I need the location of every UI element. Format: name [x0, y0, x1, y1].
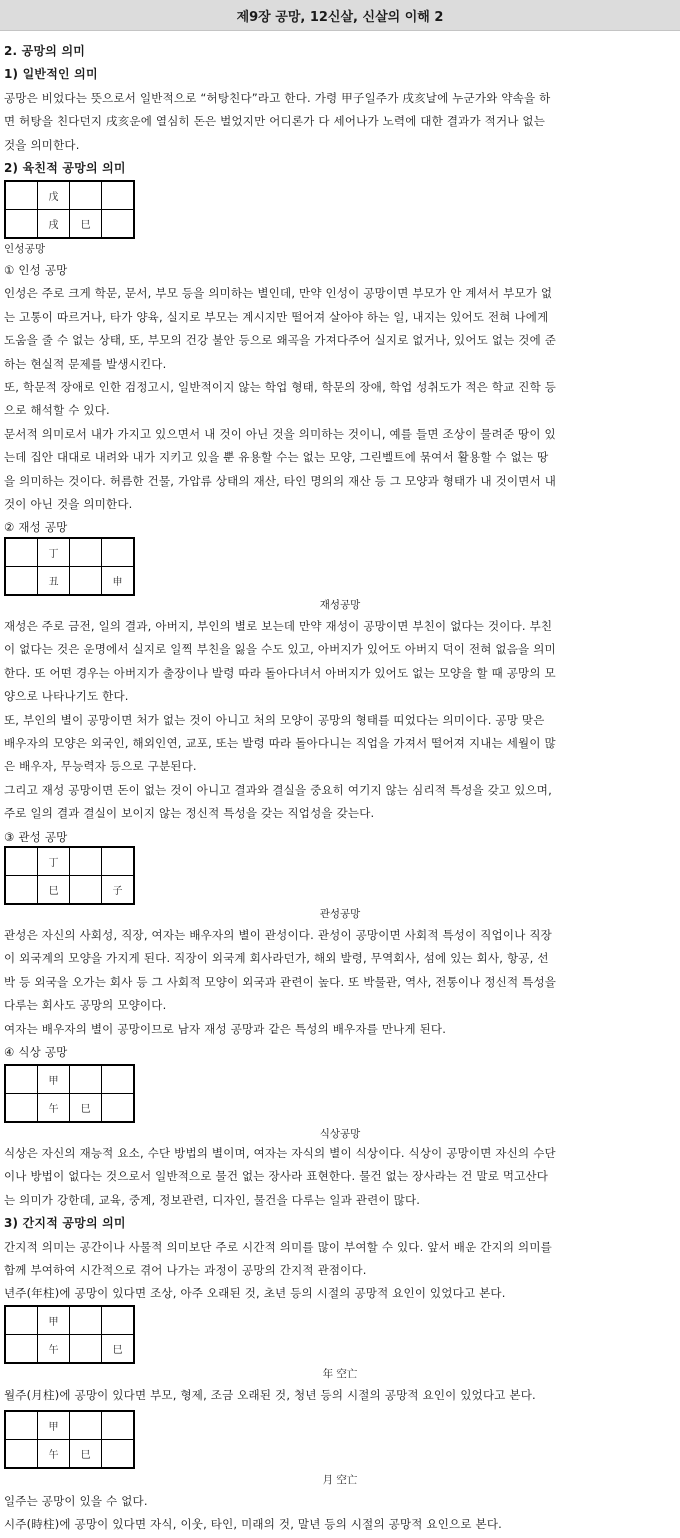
paragraph-line: 을 의미하는 것이다. 허름한 건물, 가압류 상태의 재산, 타인 명의의 재산 등 그 모양과 형태가 내 것이면서 내	[4, 473, 557, 488]
grid-caption: 月 空亡	[322, 1474, 358, 1486]
paragraph-line: 또, 학문적 장애로 인한 검정고시, 일반적이지 않는 학업 형태, 학문의 장애, 학업 성취도가 적은 학교 진학 등	[4, 380, 557, 395]
grid-cell	[102, 847, 135, 876]
grid-cell: 巳	[70, 210, 102, 239]
paragraph-line: 면 허탕을 친다던지 戌亥운에 열심히 돈은 벌었지만 어디론가 다 세어나가 노력에 대한 결과가 적거나 없는	[4, 114, 546, 129]
paragraph-line: 배우자의 모양은 외국인, 해외인연, 교포, 또는 발령 따라 돌아다니는 직업을 가져서 떨어져 지내는 세월이 많	[4, 736, 556, 751]
paragraph-line: 이 외국계의 모양을 가지게 된다. 직장이 외국계 회사라던가, 해외 발령, 무역회사, 섬에 있는 회사, 항공, 선	[4, 951, 549, 966]
section-jaeseong	[4, 615, 678, 849]
grid-cell	[5, 876, 38, 905]
grid-cell	[70, 1065, 102, 1094]
grid-cell: 午	[38, 1440, 70, 1469]
grid-caption: 인성공망	[4, 243, 46, 255]
grid-cell	[102, 181, 135, 210]
grid-cell	[70, 1411, 102, 1440]
paragraph-line: 간지적 의미는 공간이나 사물적 의미보단 주로 시간적 의미를 많이 부여할 수 있다. 앞서 배운 간지의 의미를	[4, 1239, 552, 1254]
grid-cell: 戌	[38, 210, 70, 239]
subsection-heading: 3) 간지적 공망의 의미	[4, 1216, 126, 1231]
paragraph-line: 양으로 나타나기도 한다.	[4, 689, 129, 704]
section-heading: 2. 공망의 의미	[4, 44, 86, 58]
paragraph-line: 은 배우자, 무능력자 등으로 구분된다.	[4, 759, 197, 774]
paragraph-line: 이나 방법이 없다는 것으로서 일반적으로 물건 없는 장사라 표현한다. 물건 없는 장사라는 건 말로 먹고산다	[4, 1169, 549, 1184]
grid-cell	[102, 1306, 135, 1335]
paragraph-line: 또, 부인의 별이 공망이면 처가 없는 것이 아니고 처의 모양이 공망의 형태를 띠었다는 의미이다. 공망 맞은	[4, 712, 545, 727]
grid-cell	[5, 181, 38, 210]
paragraph-line: 식상은 자신의 재능적 요소, 수단 방법의 별이며, 여자는 자식의 별이 식상이다. 식상이 공망이면 자신의 수단	[4, 1146, 556, 1160]
paragraph-line: 이 없다는 것은 운명에서 실지로 일찍 부친을 잃을 수도 있고, 아버지가 있어도 아버지 덕이 전혀 없음을 의미	[4, 642, 556, 657]
grid-cell: 午	[38, 1094, 70, 1123]
grid-cell	[5, 1094, 38, 1123]
grid-cell	[102, 1065, 135, 1094]
paragraph-line: 것을 의미한다.	[4, 137, 80, 152]
grid-caption: 年 空亡	[322, 1368, 358, 1380]
grid-cell	[102, 1411, 135, 1440]
grid-cell	[5, 567, 38, 596]
paragraph-line: 관성은 자신의 사회성, 직장, 여자는 배우자의 별이 관성이다. 관성이 공망이면 사회적 특성이 직업이나 직장	[4, 928, 552, 942]
paragraph-line: 는데 집안 대대로 내려와 내가 지키고 있을 뿐 유용할 수는 없는 모양, 그린벨트에 묶여서 활용할 수 없는 땅	[4, 450, 549, 465]
paragraph-line: 년주(年柱)에 공망이 있다면 조상, 아주 오래된 것, 초년 등의 시절의 공망적 요인이 있었다고 본다.	[4, 1286, 506, 1301]
grid-cell	[70, 567, 102, 596]
subsection-heading: ④ 식상 공망	[4, 1045, 68, 1060]
grid-cell	[70, 876, 102, 905]
grid-cell	[5, 1335, 38, 1364]
grid-cell: 巳	[70, 1094, 102, 1123]
paragraph-line: 는 고통이 따르거나, 타가 양육, 실지로 부모는 계시지만 떨어져 살아야 하는 일, 내지는 있어도 전혀 나에게	[4, 309, 549, 324]
grid-cell	[5, 1440, 38, 1469]
paragraph-line: 으로 해석할 수 있다.	[4, 403, 110, 418]
grid-cell	[70, 847, 102, 876]
pillar-grid-month	[4, 1410, 135, 1469]
section-general	[4, 40, 678, 180]
grid-cell	[5, 1411, 38, 1440]
grid-cell: 巳	[38, 876, 70, 905]
grid-cell	[102, 210, 135, 239]
grid-cell: 子	[102, 876, 135, 905]
grid-cell: 巳	[102, 1335, 135, 1364]
paragraph-line: 주로 일의 결과 결실이 보이지 않는 정신적 특성을 갖는 직업성을 갖는다.	[4, 806, 375, 821]
grid-cell: 申	[102, 567, 135, 596]
grid-cell	[102, 538, 135, 567]
subsection-heading: ② 재성 공망	[4, 520, 68, 535]
section-gwanseong	[4, 924, 678, 1064]
paragraph-line: 시주(時柱)에 공망이 있다면 자식, 이웃, 타인, 미래의 것, 말년 등의 시절의 공망적 요인으로 본다.	[4, 1517, 502, 1532]
grid-cell: 巳	[70, 1440, 102, 1469]
pillar-grid-inseong	[4, 180, 135, 239]
paragraph-line: 재성은 주로 금전, 일의 결과, 아버지, 부인의 별로 보는데 만약 재성이 공망이면 부친이 없다는 것이다. 부친	[4, 619, 553, 633]
grid-cell	[5, 538, 38, 567]
grid-caption: 관성공망	[319, 908, 361, 920]
grid-cell	[70, 538, 102, 567]
grid-cell: 甲	[38, 1065, 70, 1094]
grid-cell	[5, 847, 38, 876]
paragraph-line: 일주는 공망이 있을 수 없다.	[4, 1494, 148, 1508]
grid-cell	[102, 1440, 135, 1469]
pillar-grid-year	[4, 1305, 135, 1364]
paragraph-line: 는 의미가 강한데, 교육, 중계, 정보관련, 디자인, 물건을 다루는 일과 관련이 많다.	[4, 1192, 421, 1207]
grid-cell: 午	[38, 1335, 70, 1364]
grid-cell	[5, 1065, 38, 1094]
subsection-heading: 1) 일반적인 의미	[4, 67, 98, 82]
grid-caption: 재성공망	[319, 599, 361, 611]
paragraph-line: 도움을 줄 수 없는 상태, 또, 부모의 건강 불안 등으로 왜곡을 가져다주어 실지로 없거나, 있어도 없는 것에 준	[4, 333, 557, 348]
pillar-grid-jaeseong	[4, 537, 135, 596]
grid-cell: 丁	[38, 538, 70, 567]
grid-cell	[70, 181, 102, 210]
pillar-grid-gwanseong	[4, 846, 135, 905]
grid-cell: 丁	[38, 847, 70, 876]
month-paragraph	[4, 1384, 678, 1407]
paragraph-line: 함께 부여하여 시간적으로 겪어 나가는 과정이 공망의 간지적 관점이다.	[4, 1263, 367, 1278]
paragraph-line: 하는 현실적 문제를 발생시킨다.	[4, 356, 167, 371]
chapter-title: 제9장 공망, 12신살, 신살의 이해 2	[0, 0, 680, 31]
paragraph-line: 인성은 주로 크게 학문, 문서, 부모 등을 의미하는 별인데, 만약 인성이 공망이면 부모가 안 계셔서 부모가 없	[4, 286, 553, 301]
grid-caption: 식상공망	[319, 1128, 361, 1140]
subsection-heading: ① 인성 공망	[4, 263, 68, 277]
paragraph-line: 월주(月柱)에 공망이 있다면 부모, 형제, 조금 오래된 것, 청년 등의 시절의 공망적 요인이 있었다고 본다.	[4, 1388, 536, 1402]
paragraph-line: 문서적 의미로서 내가 가지고 있으면서 내 것이 아닌 것을 의미하는 것이니, 예를 들면 조상이 물려준 땅이 있	[4, 426, 556, 441]
grid-cell	[70, 1335, 102, 1364]
grid-cell: 甲	[38, 1306, 70, 1335]
paragraph-line: 그리고 재성 공망이면 돈이 없는 것이 아니고 결과와 결실을 중요히 여기지 않는 심리적 특성을 갖고 있으며,	[4, 782, 552, 797]
subsection-heading: 2) 육친적 공망의 의미	[4, 161, 126, 176]
section-siksang	[4, 1142, 678, 1306]
paragraph-line: 다루는 회사도 공망의 모양이다.	[4, 998, 167, 1013]
grid-cell: 戊	[38, 181, 70, 210]
paragraph-line: 것이 아닌 것을 의미한다.	[4, 497, 133, 512]
grid-cell	[102, 1094, 135, 1123]
paragraph-line: 공망은 비었다는 뜻으로서 일반적으로 “허탕친다”라고 한다. 가령 甲子일주가 戌亥날에 누군가와 약속을 하	[4, 90, 551, 105]
pillar-grid-siksang	[4, 1064, 135, 1123]
grid-cell	[5, 1306, 38, 1335]
section-inseong	[4, 239, 678, 540]
grid-cell	[70, 1306, 102, 1335]
paragraph-line: 여자는 배우자의 별이 공망이므로 남자 재성 공망과 같은 특성의 배우자를 만나게 된다.	[4, 1021, 447, 1036]
subsection-heading: ③ 관성 공망	[4, 829, 68, 844]
grid-cell	[5, 210, 38, 239]
grid-cell: 甲	[38, 1411, 70, 1440]
paragraph-line: 한다. 또 어떤 경우는 아버지가 출장이나 발령 따라 돌아다녀서 아버지가 있어도 없는 모양을 할 때 공망의 모	[4, 665, 556, 680]
grid-cell: 丑	[38, 567, 70, 596]
day-hour-paragraph	[4, 1490, 678, 1537]
paragraph-line: 박 등 외국을 오가는 회사 등 그 사회적 모양이 외국과 관련이 높다. 또 박물관, 역사, 전통이나 정신적 특성을	[4, 974, 557, 989]
